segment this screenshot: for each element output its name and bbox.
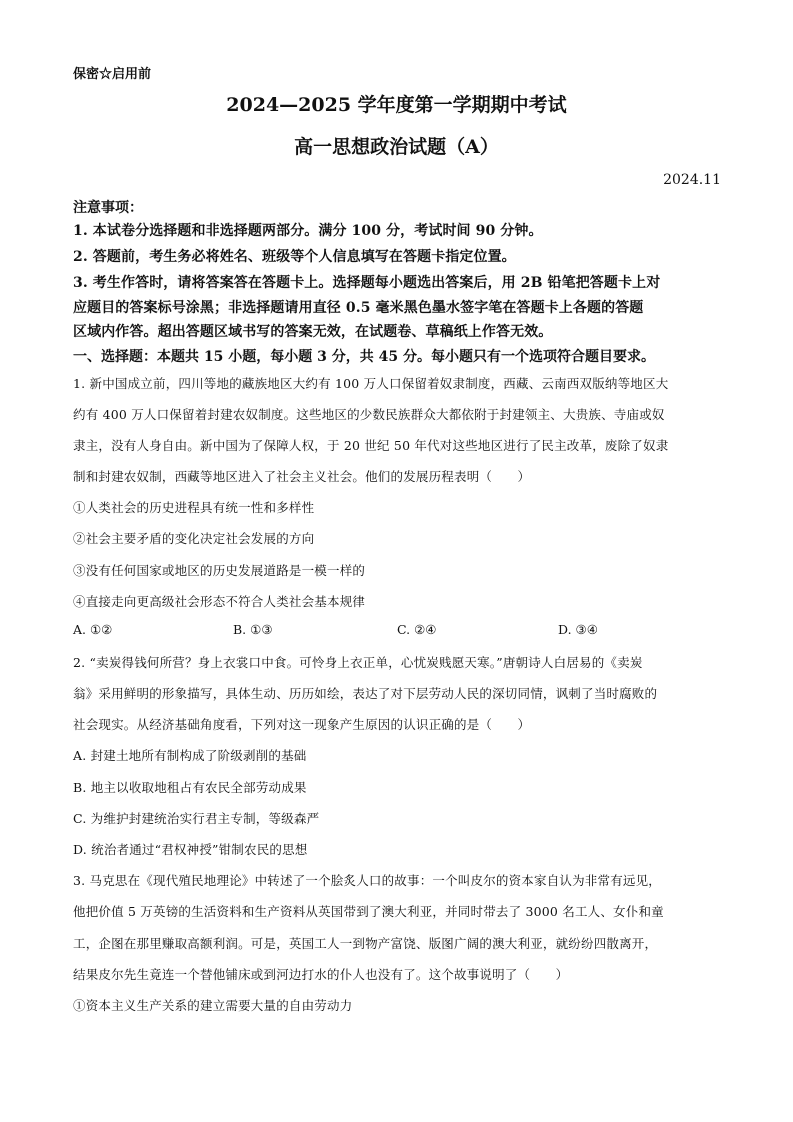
question-3-line: 3. 马克思在《现代殖民地理论》中转述了一个脍炙人口的故事：一个叫皮尔的资本家自认为非常有远见， <box>73 873 662 888</box>
question-1-statement: ④直接走向更高级社会形态不符合人类社会基本规律 <box>73 594 366 609</box>
question-2-line: 社会现实。从经济基础角度看，下列对这一现象产生原因的认识正确的是（ ） <box>73 717 531 732</box>
note-line: 2. 答题前，考生务必将姓名、班级等个人信息填写在答题卡指定位置。 <box>73 249 516 265</box>
question-2-option-b: B. 地主以收取地租占有农民全部劳动成果 <box>73 780 307 795</box>
question-2-option-a: A. 封建土地所有制构成了阶级剥削的基础 <box>73 748 307 763</box>
question-3-line: 结果皮尔先生竟连一个替他铺床或到河边打水的仆人也没有了。这个故事说明了（ ） <box>73 967 569 982</box>
note-line: 3. 考生作答时，请将答案答在答题卡上。选择题每小题选出答案后，用 2B 铅笔把答题卡上对 <box>73 275 661 291</box>
question-2-line: 2. “卖炭得钱何所营？身上衣裳口中食。可怜身上衣正单，心忧炭贱愿天寒。”唐朝诗人白居易的《卖炭 <box>73 655 643 670</box>
question-1-statement: ①人类社会的历史进程具有统一性和多样性 <box>73 500 315 515</box>
question-1-line: 制和封建农奴制，西藏等地区进入了社会主义社会。他们的发展历程表明（ ） <box>73 469 531 484</box>
question-1-line: 约有 400 万人口保留着封建农奴制度。这些地区的少数民族群众大都依附于封建领主、大贵族、寺庙或奴 <box>73 407 665 422</box>
notes-heading: 注意事项： <box>73 200 143 216</box>
exam-title: 2024—2025 学年度第一学期期中考试 <box>226 94 567 116</box>
question-1-line: 1. 新中国成立前，四川等地的藏族地区大约有 100 万人口保留着奴隶制度，西藏、云南西双版纳等地区大 <box>73 376 669 391</box>
question-1-option-b: B. ①③ <box>233 622 273 637</box>
question-1-option-d: D. ③④ <box>558 622 598 637</box>
question-3-line: 他把价值 5 万英镑的生活资料和生产资料从英国带到了澳大利亚，并同时带去了 3000 名工人、女仆和童 <box>73 904 664 919</box>
exam-date: 2024.11 <box>663 172 721 188</box>
question-3-line: 工，企图在那里赚取高额利润。可是，英国工人一到物产富饶、版图广阔的澳大利亚，就纷纷四散离开， <box>73 936 658 951</box>
note-line: 应题目的答案标号涂黑；非选择题请用直径 0.5 毫米黑色墨水签字笔在答题卡上各题的答题 <box>73 300 644 316</box>
question-1-option-c: C. ②④ <box>397 622 437 637</box>
question-3-statement: ①资本主义生产关系的建立需要大量的自由劳动力 <box>73 998 353 1013</box>
question-1-statement: ②社会主要矛盾的变化决定社会发展的方向 <box>73 531 315 546</box>
note-line: 1. 本试卷分选择题和非选择题两部分。满分 100 分，考试时间 90 分钟。 <box>73 223 543 239</box>
exam-subtitle: 高一思想政治试题（A） <box>294 136 499 158</box>
question-1-option-a: A. ①② <box>73 622 113 637</box>
confidential-label: 保密☆启用前 <box>73 67 152 82</box>
question-2-line: 翁》采用鲜明的形象描写，具体生动、历历如绘，表达了对下层劳动人民的深切同情，讽刺了当时腐败的 <box>73 686 658 701</box>
section-heading: 一、选择题：本题共 15 小题，每小题 3 分，共 45 分。每小题只有一个选项符合题目要求。 <box>73 349 655 365</box>
question-2-option-c: C. 为维护封建统治实行君主专制，等级森严 <box>73 811 320 826</box>
question-2-option-d: D. 统治者通过“君权神授”钳制农民的思想 <box>73 842 308 857</box>
question-1-statement: ③没有任何国家或地区的历史发展道路是一模一样的 <box>73 563 366 578</box>
question-1-line: 隶主，没有人身自由。新中国为了保障人权，于 20 世纪 50 年代对这些地区进行了民主改革，废除了奴隶 <box>73 438 669 453</box>
note-line: 区域内作答。超出答题区域书写的答案无效，在试题卷、草稿纸上作答无效。 <box>73 324 553 340</box>
